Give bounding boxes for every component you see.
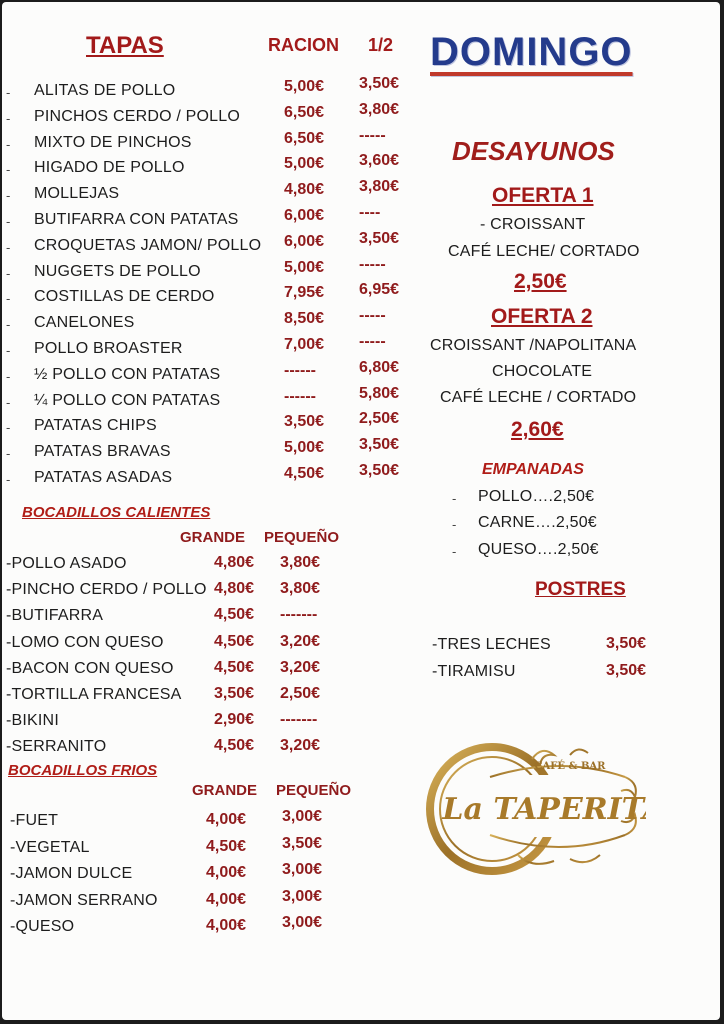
caliente-item-name: -POLLO ASADO	[6, 555, 127, 572]
logo-name: La TAPERITA	[442, 792, 646, 827]
caliente-item-pequeno: 3,20€	[280, 658, 321, 676]
frio-item-grande: 4,00€	[206, 890, 247, 908]
caliente-item-grande: 4,80€	[214, 580, 255, 598]
tapas-item-half: 5,80€	[359, 384, 400, 402]
tapas-item-name: ALITAS DE POLLO	[34, 82, 176, 99]
tapas-item-name: ¼ POLLO CON PATATAS	[34, 391, 221, 409]
calientes-col-pequeno: PEQUEÑO	[264, 529, 340, 546]
oferta2-title: OFERTA 2	[491, 305, 593, 328]
empanada-item: QUESO….2,50€	[478, 541, 599, 558]
tapas-title: TAPAS	[86, 32, 164, 59]
tapas-col-half: 1/2	[368, 35, 394, 55]
tapas-item-name: CROQUETAS JAMON/ POLLO	[34, 236, 262, 254]
frio-item-name: -JAMON SERRANO	[10, 891, 158, 909]
caliente-item-grande: 4,50€	[214, 737, 255, 755]
tapas-col-racion: RACION	[268, 35, 339, 55]
caliente-item-grande: 2,90€	[214, 711, 255, 729]
empanadas-title: EMPANADAS	[482, 461, 584, 478]
postre-name: -TRES LECHES	[432, 636, 551, 653]
frio-item-grande: 4,00€	[206, 864, 247, 881]
frio-item-pequeno: 3,00€	[282, 914, 323, 931]
caliente-item-pequeno: -------	[280, 711, 318, 729]
tapas-item-racion: 3,50€	[284, 413, 325, 431]
oferta2-line1: CROISSANT /NAPOLITANA	[430, 337, 637, 354]
tapas-item-half: -----	[359, 126, 386, 144]
caliente-item-name: -SERRANITO	[6, 738, 107, 756]
tapas-item-name: PATATAS ASADAS	[34, 469, 173, 486]
postre-name: -TIRAMISU	[432, 663, 516, 680]
tapas-item-racion: 5,00€	[284, 258, 325, 276]
caliente-item-grande: 4,50€	[214, 632, 255, 650]
caliente-item-grande: 4,50€	[214, 658, 255, 676]
oferta1-line1: - CROISSANT	[480, 216, 586, 233]
tapas-item-name: BUTIFARRA CON PATATAS	[34, 211, 239, 228]
tapas-item-half: 3,50€	[359, 75, 400, 92]
caliente-item-pequeno: 3,80€	[280, 554, 321, 571]
tapas-item-name: MOLLEJAS	[34, 185, 120, 203]
tapas-item-half: 3,80€	[359, 178, 400, 196]
frio-item-grande: 4,50€	[206, 837, 247, 855]
empanada-item: CARNE….2,50€	[478, 514, 597, 531]
postre-price: 3,50€	[606, 662, 647, 679]
tapas-item-racion: 6,50€	[284, 129, 325, 147]
tapas-item-racion: 5,00€	[284, 78, 325, 95]
tapas-item-half: -----	[359, 307, 386, 325]
calientes-col-grande: GRANDE	[180, 529, 246, 546]
tapas-item-name: MIXTO DE PINCHOS	[34, 133, 192, 151]
tapas-item-name: PATATAS BRAVAS	[34, 443, 171, 461]
empanada-item: POLLO….2,50€	[478, 488, 595, 505]
tapas-item-half: -----	[359, 255, 386, 273]
frio-item-pequeno: 3,00€	[282, 887, 323, 905]
oferta2-price: 2,60€	[511, 418, 564, 441]
tapas-item-name: PATATAS CHIPS	[34, 417, 157, 435]
tapas-item-name: NUGGETS DE POLLO	[34, 262, 201, 280]
frio-item-name: -QUESO	[10, 918, 75, 935]
frios-col-pequeno: PEQUEÑO	[276, 782, 352, 799]
tapas-item-racion: 7,95€	[284, 284, 325, 302]
caliente-item-pequeno: -------	[280, 606, 318, 624]
frio-item-name: -FUET	[10, 812, 59, 829]
tapas-item-half: 3,50€	[359, 436, 400, 454]
tapas-item-name: HIGADO DE POLLO	[34, 159, 185, 177]
tapas-item-half: 3,50€	[359, 462, 400, 479]
tapas-item-racion: ------	[284, 387, 316, 405]
tapas-item-name: CANELONES	[34, 314, 135, 332]
tapas-item-name: ½ POLLO CON PATATAS	[34, 365, 221, 383]
oferta1-price: 2,50€	[514, 270, 567, 293]
caliente-item-name: -BIKINI	[6, 712, 59, 730]
tapas-item-racion: 8,50€	[284, 310, 325, 328]
caliente-item-name: -BUTIFARRA	[6, 607, 104, 625]
frio-item-grande: 4,00€	[206, 917, 247, 934]
logo-tagline: CAFÉ & BAR	[534, 761, 606, 772]
taperita-logo	[420, 737, 646, 877]
frios-title: BOCADILLOS FRIOS	[8, 762, 158, 779]
oferta1-title: OFERTA 1	[492, 184, 594, 207]
frio-item-name: -VEGETAL	[10, 838, 90, 856]
frio-item-pequeno: 3,00€	[282, 861, 323, 878]
oferta2-line3: CAFÉ LECHE / CORTADO	[440, 389, 637, 406]
frio-item-pequeno: 3,50€	[282, 834, 323, 852]
tapas-item-half: 3,80€	[359, 100, 400, 118]
tapas-item-racion: 6,00€	[284, 207, 325, 224]
tapas-item-racion: 6,00€	[284, 232, 325, 250]
tapas-item-name: POLLO BROASTER	[34, 340, 183, 357]
tapas-item-half: -----	[359, 333, 386, 350]
tapas-item-racion: 4,50€	[284, 465, 325, 482]
caliente-item-name: -LOMO CON QUESO	[6, 633, 164, 651]
tapas-item-racion: 6,50€	[284, 103, 325, 121]
caliente-item-name: -PINCHO CERDO / POLLO	[6, 581, 207, 599]
oferta2-line2: CHOCOLATE	[492, 363, 593, 380]
tapas-item-name: COSTILLAS DE CERDO	[34, 288, 215, 306]
tapas-item-racion: 5,00€	[284, 439, 325, 457]
frio-item-pequeno: 3,00€	[282, 808, 323, 825]
caliente-item-pequeno: 3,20€	[280, 632, 321, 650]
tapas-item-half: ----	[359, 204, 381, 221]
tapas-item-racion: 7,00€	[284, 336, 325, 353]
oferta1-line2: CAFÉ LECHE/ CORTADO	[448, 243, 640, 260]
caliente-item-pequeno: 3,20€	[280, 737, 321, 755]
frio-item-name: -JAMON DULCE	[10, 865, 133, 882]
tapas-item-name: PINCHOS CERDO / POLLO	[34, 107, 241, 125]
tapas-item-half: 3,50€	[359, 229, 400, 247]
domingo-title: DOMINGO	[430, 30, 633, 74]
postre-price: 3,50€	[606, 635, 647, 652]
caliente-item-name: -BACON CON QUESO	[6, 659, 174, 677]
caliente-item-grande: 3,50€	[214, 685, 255, 702]
calientes-title: BOCADILLOS CALIENTES	[22, 504, 211, 521]
tapas-item-half: 6,95€	[359, 281, 400, 299]
caliente-item-grande: 4,80€	[214, 554, 255, 571]
tapas-item-half: 3,60€	[359, 152, 400, 170]
tapas-item-racion: ------	[284, 361, 316, 379]
caliente-item-pequeno: 3,80€	[280, 580, 321, 598]
caliente-item-pequeno: 2,50€	[280, 685, 321, 702]
caliente-item-name: -TORTILLA FRANCESA	[6, 686, 182, 703]
tapas-item-half: 2,50€	[359, 410, 400, 428]
caliente-item-grande: 4,50€	[214, 606, 255, 624]
menu-sheet: TAPAS RACION 1/2 - ALITAS DE POLLO 5,00€ 3,50€ - PINCHOS CERDO / POLLO 6,50€ 3,80€ - MIXTO DE PINCHOS 6,50€ ----- - HIGADO DE POLLO 5,00€ 3,60€ - MOLLEJAS 4,80€ 3,80€ - BUTIFARRA CON PATATAS 6,00€ ---- - CROQUETAS JAMON/ POLLO 6,00€ 3,50€ - NUGGETS DE POLLO 5,00€ ----- - COSTILLAS DE CERDO 7,95€ 6,95€ - CANELONES 8,50€ ----- - POLLO BROASTER 7,00€ ----- - ½ POLLO CON PATATAS ------ 6,80€ - ¼ POLLO CON PATATAS ------ 5,80€ - PATATAS CHIPS 3,50€ 2,50€ - PATATAS BRAVAS 5,00€ 3,50€ - PATATAS ASADAS 4,50€ 3,50€ BOCADILLOS CALIENTES GRANDE PEQUEÑO -POLLO ASADO 4,80€ 3,80€ -PINCHO CERDO / POLLO 4,80€ 3,80€ -BUTIFARRA 4,50€ ------- -LOMO CON QUESO 4,50€ 3,20€ -BACON CON QUESO 4,50€ 3,20€ -TORTILLA FRANCESA 3,50€ 2,50€ -BIKINI 2,90€ ------- -SERRANITO 4,50€ 3,20€ BOCADILLOS FRIOS GRANDE PEQUEÑO -FUET 4,00€ 3,00€ -VEGETAL 4,50€ 3,50€ -JAMON DULCE 4,00€ 3,00€ -JAMON SERRANO 4,00€ 3,00€ -QUESO 4,00€ 3,00€ DOMINGO DESAYUNOS OFERTA 1 - CROISSANT CAFÉ LECHE/ CORTADO 2,50€ OFERTA 2 CROISSANT /NAPOLITANA CHOCOLATE CAFÉ LECHE / CORTADO 2,60€ EMPANADAS - POLLO….2,50€ - CARNE….2,50€ - QUESO….2,50€ POSTRES -TRES LECHES 3,50€ -TIRAMISU 3,50€ CAFÉ & BAR La TAPERITA	[2, 2, 720, 1020]
desayunos-title: DESAYUNOS	[452, 136, 615, 166]
frio-item-grande: 4,00€	[206, 811, 247, 828]
tapas-item-half: 6,80€	[359, 358, 400, 376]
tapas-item-racion: 5,00€	[284, 155, 325, 173]
frios-col-grande: GRANDE	[192, 782, 258, 799]
postres-title: POSTRES	[535, 579, 626, 600]
tapas-item-racion: 4,80€	[284, 181, 325, 199]
